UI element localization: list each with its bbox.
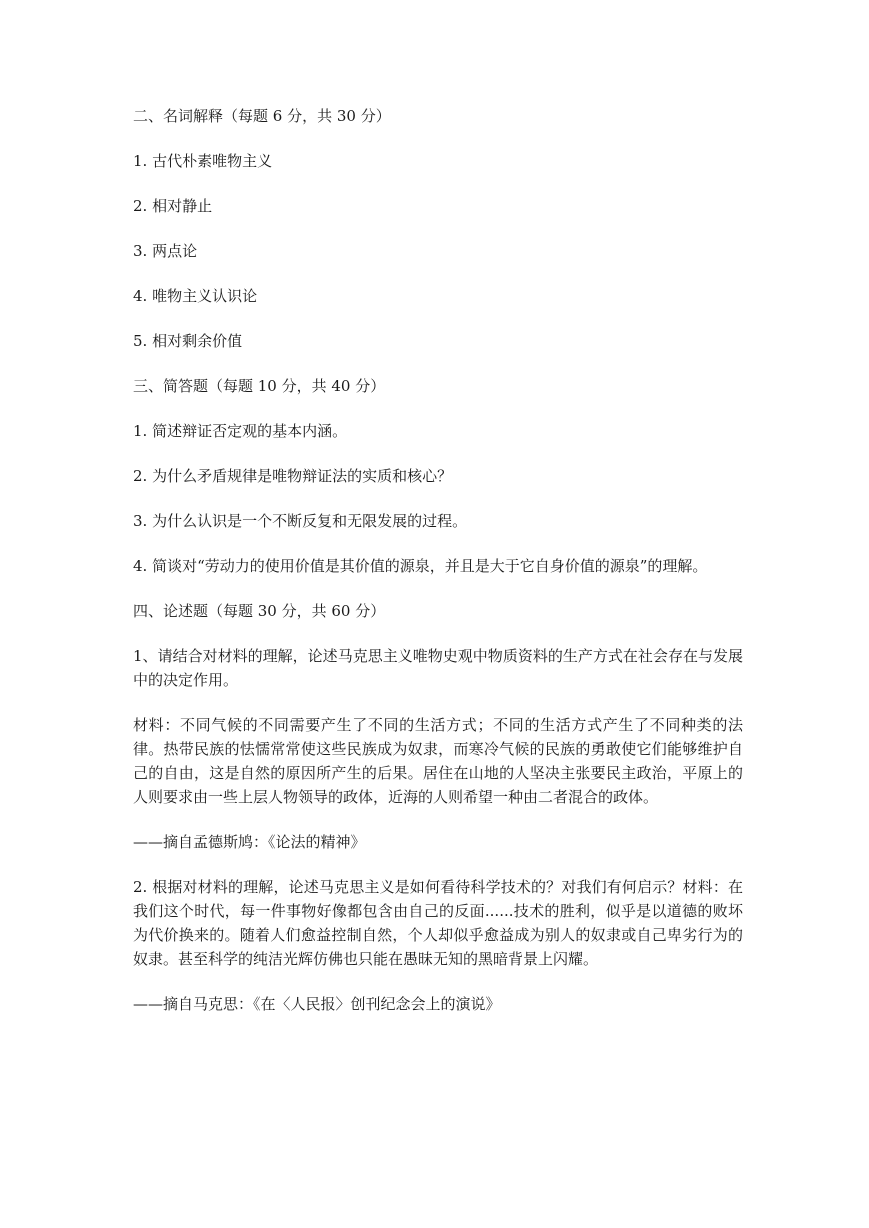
essay-question-2: 2. 根据对材料的理解，论述马克思主义是如何看待科学技术的？对我们有何启示？材料：在我们这个时代，每一件事物好像都包含由自己的反面......技术的胜利，似乎是以道德的败坏为代价换来的。随着人们愈益控制自然，个人却似乎愈益成为别人的奴隶或自己卑劣行为的奴隶。甚至科学的纯洁光辉仿佛也只能在愚昧无知的黑暗背景上闪耀。 [133,878,743,968]
document-content [133,104,743,1016]
section-heading-glossary: 二、名词解释（每题 6 分，共 30 分） [133,107,391,125]
glossary-item: 4. 唯物主义认识论 [133,287,258,305]
essay-material-1: 材料：不同气候的不同需要产生了不同的生活方式；不同的生活方式产生了不同种类的法律。热带民族的怯懦常常使这些民族成为奴隶，而寒冷气候的民族的勇敢使它们能够维护自己的自由，这是自然的原因所产生的后果。居住在山地的人坚决主张要民主政治，平原上的人则要求由一些上层人物领导的政体，近海的人则希望一种由二者混合的政体。 [133,716,743,806]
glossary-item: 5. 相对剩余价值 [133,332,243,350]
short-answer-item: 1. 简述辩证否定观的基本内涵。 [133,422,348,440]
essay-question-1: 1、请结合对材料的理解，论述马克思主义唯物史观中物质资料的生产方式在社会存在与发展中的决定作用。 [133,647,743,689]
section-heading-short-answer: 三、简答题（每题 10 分，共 40 分） [133,377,386,395]
short-answer-item: 4. 简谈对“劳动力的使用价值是其价值的源泉，并且是大于它自身价值的源泉”的理解。 [133,557,708,575]
essay-source-2: ——摘自马克思：《在〈人民报〉创刊纪念会上的演说》 [133,995,501,1013]
short-answer-item: 3. 为什么认识是一个不断反复和无限发展的过程。 [133,512,468,530]
glossary-item: 1. 古代朴素唯物主义 [133,152,273,170]
glossary-item: 3. 两点论 [133,242,198,260]
essay-source-1: ——摘自孟德斯鸠：《论法的精神》 [133,833,366,851]
short-answer-item: 2. 为什么矛盾规律是唯物辩证法的实质和核心？ [133,467,453,485]
section-heading-essay: 四、论述题（每题 30 分，共 60 分） [133,602,386,620]
glossary-item: 2. 相对静止 [133,197,213,215]
